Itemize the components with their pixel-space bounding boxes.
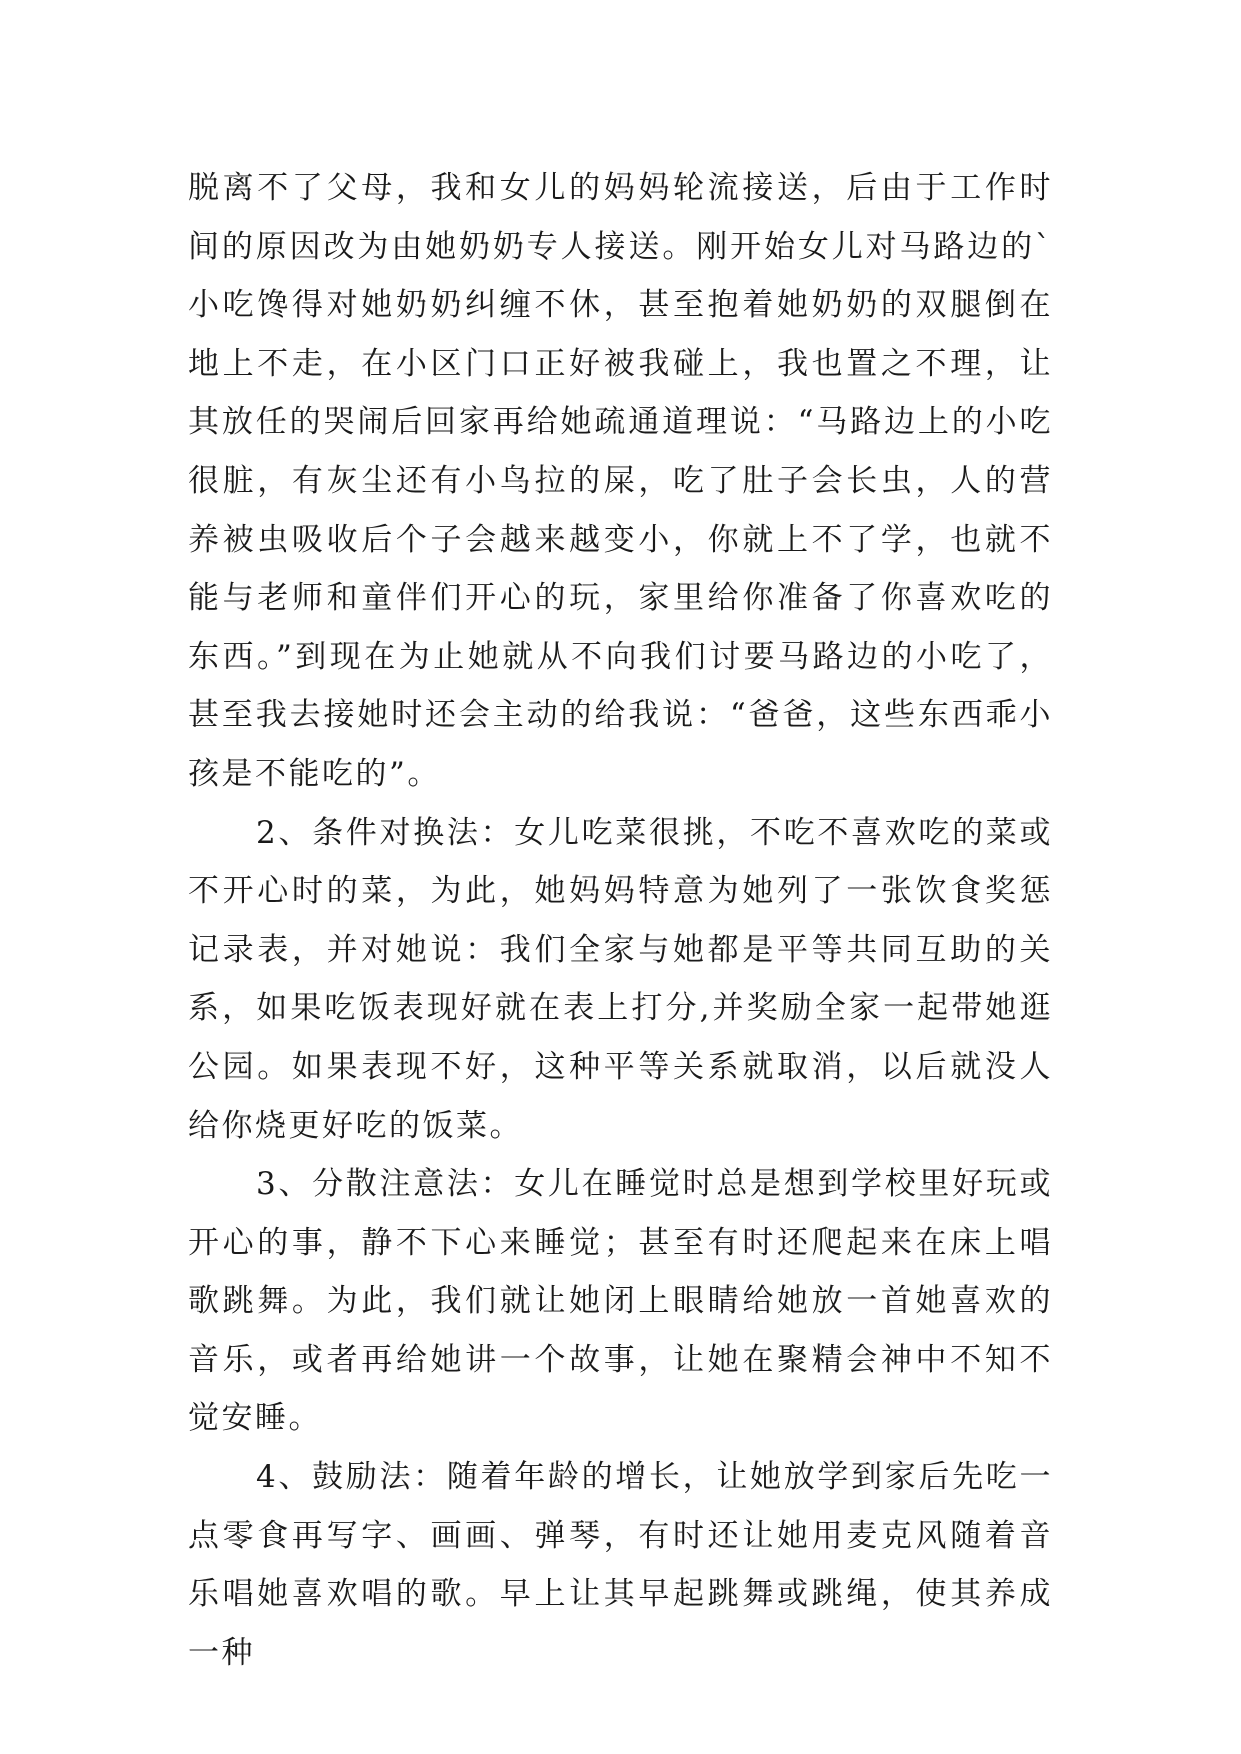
body-text xyxy=(188,159,1053,1682)
paragraph-method-2: 2、条件对换法：女儿吃菜很挑，不吃不喜欢吃的菜或不开心时的菜，为此，她妈妈特意为她列了一张饮食奖惩记录表，并对她说：我们全家与她都是平等共同互助的关系，如果吃饭表现好就在表上打分,并奖励全家一起带她逛公园。如果表现不好，这种平等关系就取消，以后就没人给你烧更好吃的饭菜。 xyxy=(188,814,1053,1144)
paragraph-method-3: 3、分散注意法：女儿在睡觉时总是想到学校里好玩或开心的事，静不下心来睡觉；甚至有时还爬起来在床上唱歌跳舞。为此，我们就让她闭上眼睛给她放一首她喜欢的音乐，或者再给她讲一个故事，让她在聚精会神中不知不觉安睡。 xyxy=(188,1166,1053,1437)
paragraph-method-4: 4、鼓励法：随着年龄的增长，让她放学到家后先吃一点零食再写字、画画、弹琴，有时还让她用麦克风随着音乐唱她喜欢唱的歌。早上让其早起跳舞或跳绳，使其养成一种 xyxy=(188,1459,1053,1671)
paragraph-continuation: 脱离不了父母，我和女儿的妈妈轮流接送，后由于工作时间的原因改为由她奶奶专人接送。刚开始女儿对马路边的`小吃馋得对她奶奶纠缠不休，甚至抱着她奶奶的双腿倒在地上不走，在小区门口正好被我碰上，我也置之不理，让其放任的哭闹后回家再给她疏通道理说：“马路边上的小吃很脏，有灰尘还有小鸟拉的屎，吃了肚子会长虫，人的营养被虫吸收后个子会越来越变小，你就上不了学，也就不能与老师和童伴们开心的玩，家里给你准备了你喜欢吃的东西。”到现在为止她就从不向我们讨要马路边的小吃了，甚至我去接她时还会主动的给我说：“爸爸，这些东西乖小孩是不能吃的”。 xyxy=(188,170,1053,792)
